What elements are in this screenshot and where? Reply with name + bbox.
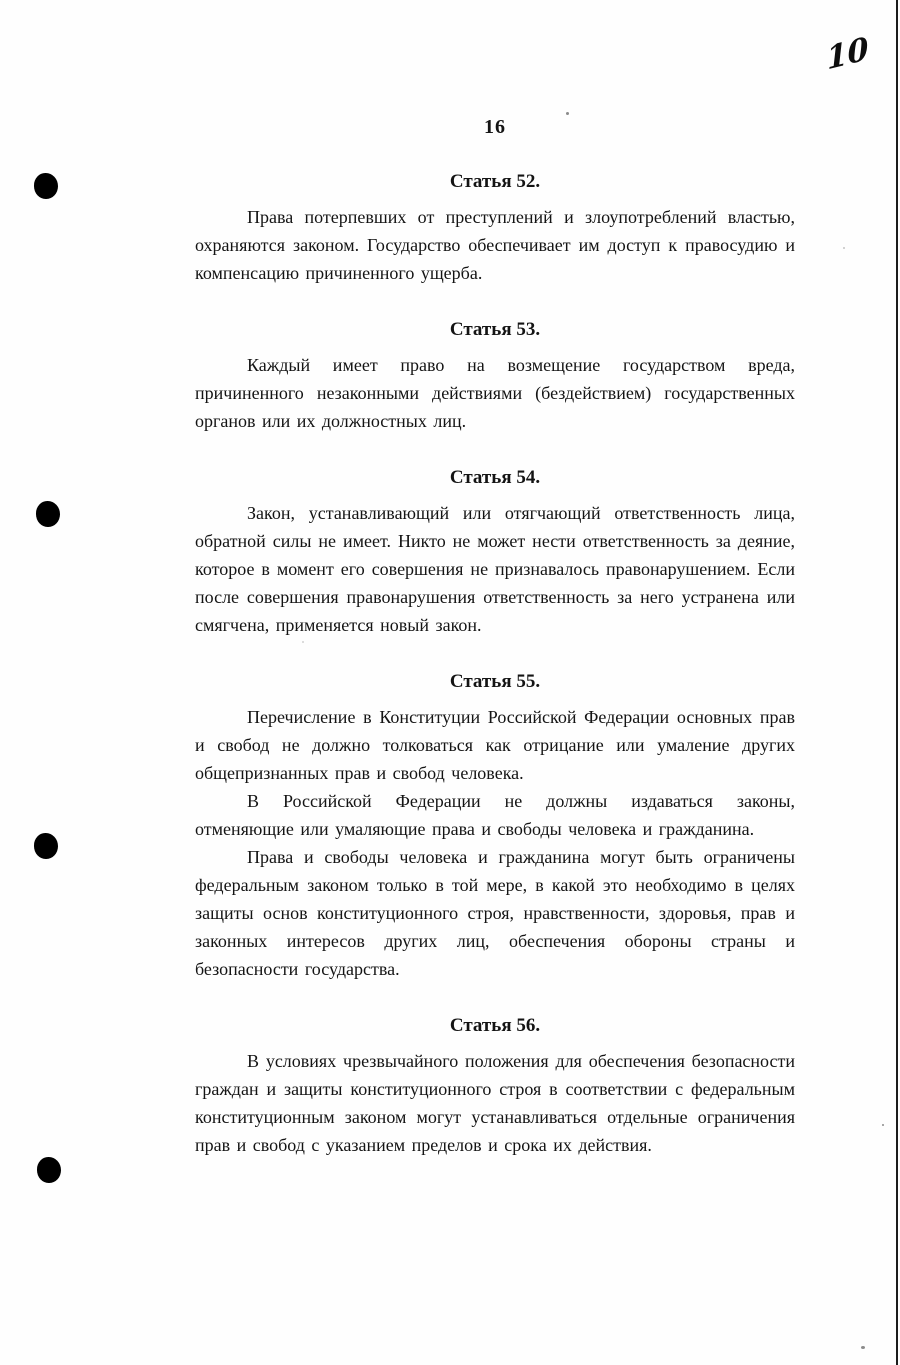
article-paragraph: Каждый имеет право на возмещение государством вреда, причиненного незаконными действиями (бездействием) государственных органов или их должностных лиц. (195, 355, 795, 431)
article-section (195, 1015, 795, 1159)
scan-speck (843, 247, 845, 249)
article-paragraphs (195, 1047, 795, 1159)
scan-speck (882, 1124, 884, 1126)
article-paragraphs (195, 703, 795, 983)
article-title: Статья 52. (449, 171, 541, 192)
article-paragraphs (195, 203, 795, 287)
article-paragraphs (195, 499, 795, 639)
article-paragraph: В условиях чрезвычайного положения для обеспечения безопасности граждан и защиты конституционного строя в соответствии с федеральным конституционным законом могут устанавливаться отдельные ограничения прав и свобод с указанием пределов и срока их действия. (195, 1051, 795, 1155)
article-paragraph: В Российской Федерации не должны издаваться законы, отменяющие или умаляющие права и свободы человека и гражданина. (195, 791, 795, 839)
article-section (195, 671, 795, 983)
article-paragraphs (195, 351, 795, 435)
article-section (195, 319, 795, 435)
article-title: Статья 55. (449, 671, 541, 692)
scan-edge-line (896, 0, 898, 1365)
article-paragraph: Права потерпевших от преступлений и злоупотреблений властью, охраняются законом. Государство обеспечивает им доступ к правосудию и компенсацию причиненного ущерба. (195, 207, 795, 283)
article-title: Статья 53. (449, 319, 541, 340)
article-section (195, 467, 795, 639)
hole-punch-dot (34, 173, 58, 199)
article-title: Статья 54. (449, 467, 541, 488)
article-section (195, 171, 795, 287)
handwritten-page-number: 10 (825, 30, 870, 78)
page-number: 16 (484, 116, 506, 138)
article-paragraph: Перечисление в Конституции Российской Федерации основных прав и свобод не должно толковаться как отрицание или умаление других общепризнанных прав и свобод человека. (195, 707, 795, 783)
document-content (195, 0, 795, 1159)
hole-punch-dot (37, 1157, 61, 1183)
article-paragraph: Закон, устанавливающий или отягчающий ответственность лица, обратной силы не имеет. Никто не может нести ответственность за деяние, которое в момент его совершения не признавалось правонарушением. Если после совершения правонарушения ответственность за него устранена или смягчена, применяется новый закон. (195, 503, 795, 635)
hole-punch-dot (36, 501, 60, 527)
article-title: Статья 56. (449, 1015, 541, 1036)
scan-speck (861, 1346, 865, 1349)
article-paragraph: Права и свободы человека и гражданина могут быть ограничены федеральным законом только в той мере, в какой это необходимо в целях защиты основ конституционного строя, нравственности, здоровья, прав и законных интересов других лиц, обеспечения обороны страны и безопасности государства. (195, 847, 795, 979)
articles (195, 171, 795, 1159)
hole-punch-dot (34, 833, 58, 859)
